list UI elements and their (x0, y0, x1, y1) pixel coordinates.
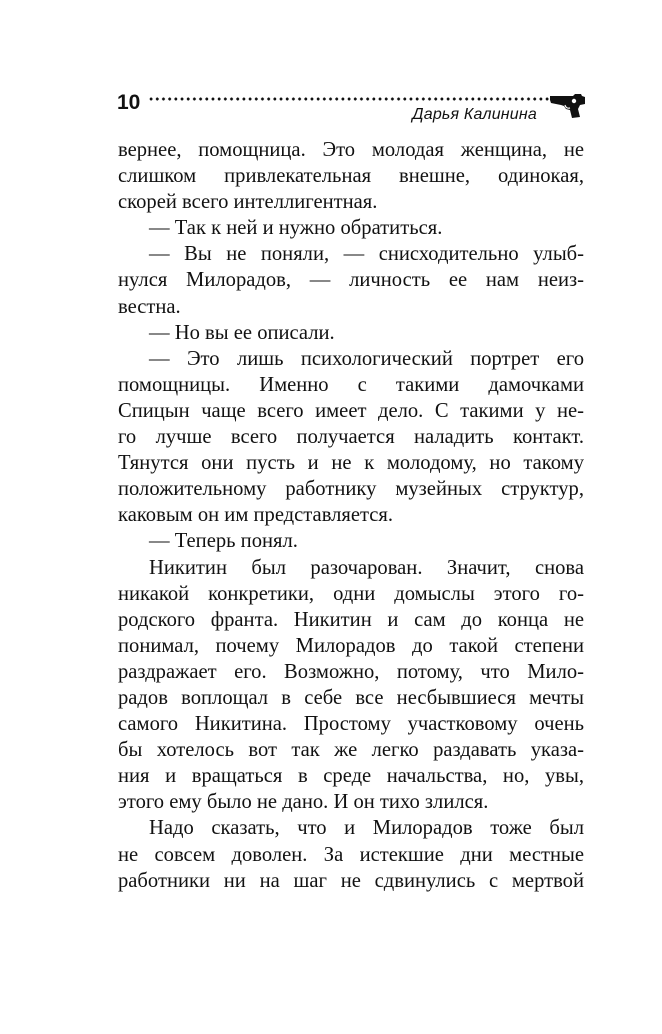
text-line: — Но вы ее описали. (149, 321, 335, 344)
text-line: работники ни на шаг не сдвинулись с мертвой (118, 869, 584, 892)
text-line: каковым он им представляется. (118, 504, 394, 527)
text-line: ния и вращаться в среде начальства, но, увы, (118, 765, 584, 788)
text-line: Тянутся они пусть и не к молодому, но такому (118, 452, 584, 475)
text-line: слишком привлекательная внешне, одинокая, (118, 165, 584, 188)
page-number: 10 (117, 91, 141, 114)
body-text (118, 137, 584, 894)
text-line: нулся Милорадов, — личность ее нам неиз- (118, 269, 584, 292)
text-line: Никитин был разочарован. Значит, снова (149, 556, 584, 579)
text-line: — Теперь понял. (149, 530, 298, 553)
text-line: понимал, почему Милорадов до такой степени (118, 634, 584, 657)
text-line: — Это лишь психологический портрет его (149, 347, 584, 370)
text-line: бы хотелось вот так же легко раздавать указа- (118, 739, 584, 762)
text-line: Надо сказать, что и Милорадов тоже был (149, 817, 584, 840)
text-line: не совсем доволен. За истекшие дни местные (118, 843, 584, 866)
text-line: этого ему было не дано. И он тихо злился. (118, 791, 489, 814)
revolver-icon (548, 89, 588, 119)
text-line: Спицын чаще всего имеет дело. С такими у не- (118, 399, 584, 422)
dotted-leader (148, 96, 552, 102)
text-line: — Так к ней и нужно обратиться. (149, 217, 443, 240)
running-header (0, 0, 662, 130)
text-line: помощницы. Именно с такими дамочками (118, 373, 584, 396)
text-line: вестна. (118, 295, 181, 318)
text-line: радов воплощал в себе все несбывшиеся мечты (118, 686, 584, 709)
text-line: родского франта. Никитин и сам до конца не (118, 608, 584, 631)
text-line: го лучше всего получается наладить контакт. (118, 426, 584, 449)
text-line: скорей всего интеллигентная. (118, 191, 378, 214)
text-line: никакой конкретики, одни домыслы этого го- (118, 582, 584, 605)
text-line: положительному работнику музейных структур, (118, 478, 584, 501)
text-line: вернее, помощница. Это молодая женщина, не (118, 139, 584, 161)
text-line: — Вы не поняли, — снисходительно улыб- (149, 243, 584, 266)
text-line: раздражает его. Возможно, потому, что Мило- (118, 660, 584, 683)
author-name: Дарья Калинина (412, 106, 537, 123)
text-line: самого Никитина. Простому участковому очень (118, 713, 584, 736)
